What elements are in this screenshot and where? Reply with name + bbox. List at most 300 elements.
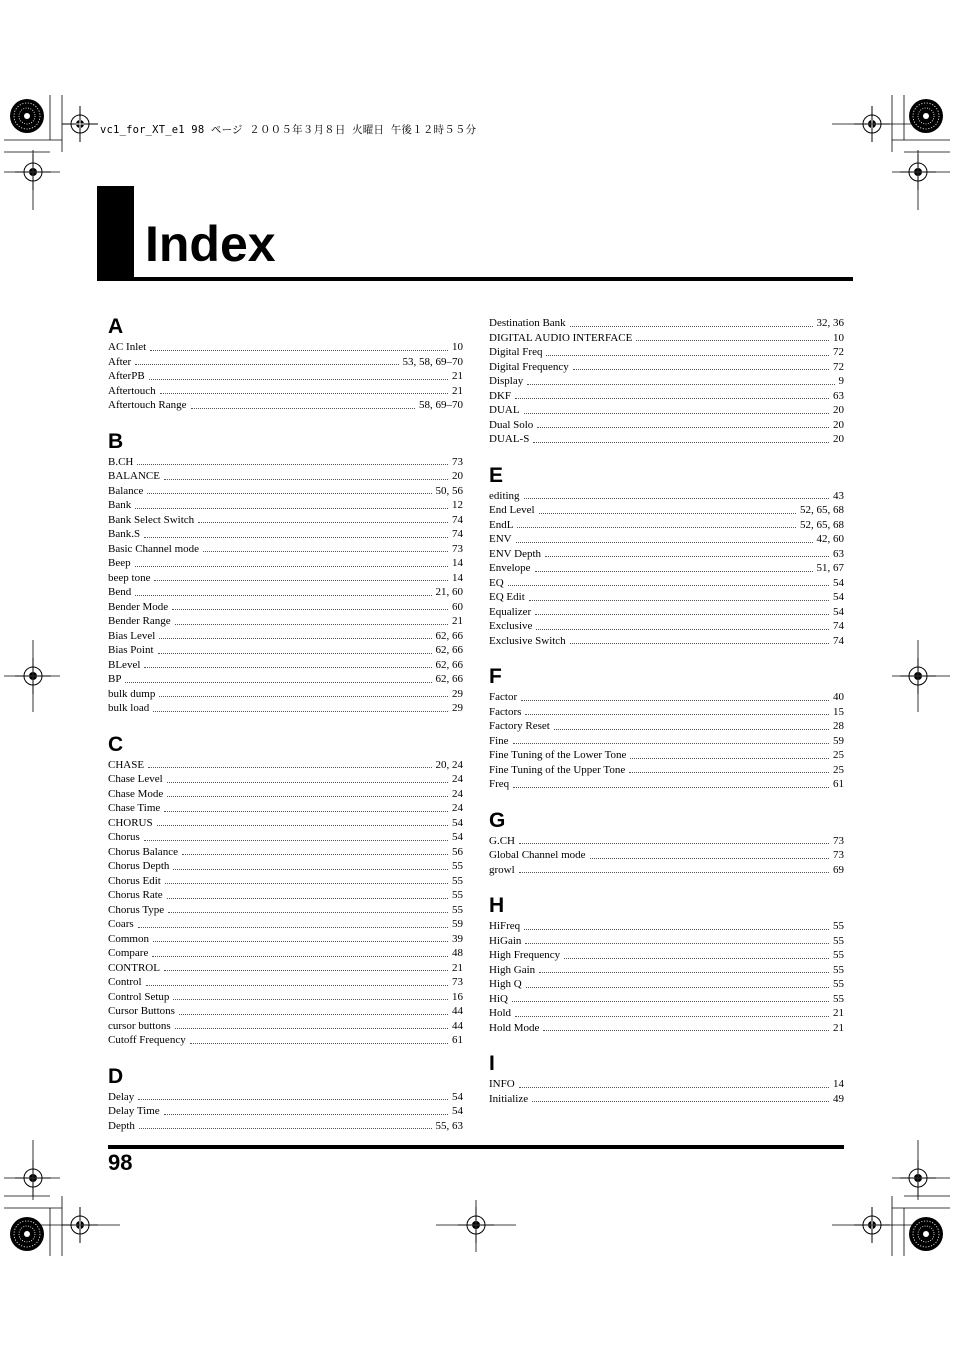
index-page-refs: 21, 60 — [435, 586, 463, 598]
index-term: editing — [489, 489, 520, 502]
index-entry — [108, 571, 463, 586]
index-entry — [489, 1021, 844, 1036]
index-entry — [489, 316, 844, 331]
index-page-refs: 63 — [833, 389, 844, 402]
index-page-refs: 20 — [833, 404, 844, 416]
dot-leader — [519, 1087, 829, 1088]
index-page-refs: 55 — [833, 934, 844, 947]
index-term: Fine — [489, 734, 509, 747]
index-entry — [108, 1090, 463, 1105]
index-page-refs: 54 — [452, 816, 463, 829]
dot-leader — [629, 772, 829, 773]
dot-leader — [135, 566, 448, 567]
index-page-refs: 72 — [833, 360, 844, 373]
index-page-refs: 44 — [452, 1019, 463, 1032]
index-page-refs: 59 — [833, 734, 844, 747]
index-term: Chase Level — [108, 773, 163, 785]
dot-leader — [570, 326, 813, 327]
index-term: Digital Freq — [489, 346, 543, 358]
dot-leader — [182, 854, 448, 855]
index-column-right — [489, 316, 844, 1106]
index-entry — [108, 758, 463, 773]
dot-leader — [536, 629, 829, 630]
index-entry — [489, 532, 844, 547]
index-entry — [489, 1006, 844, 1021]
dot-leader — [564, 958, 829, 959]
dot-leader — [158, 653, 432, 654]
index-term: BLevel — [108, 658, 141, 671]
index-term: growl — [489, 863, 515, 876]
dot-leader — [532, 1101, 829, 1102]
index-entry — [108, 398, 463, 413]
index-page-refs: 60 — [452, 600, 463, 613]
dot-leader — [517, 527, 796, 528]
dot-leader — [539, 513, 796, 514]
index-term: CHASE — [108, 758, 145, 771]
index-page-refs: 10 — [833, 331, 844, 344]
dot-leader — [179, 1014, 448, 1015]
index-term: Aftertouch Range — [108, 399, 187, 411]
index-term: Basic Channel mode — [108, 542, 200, 555]
index-entry — [108, 787, 463, 802]
index-entry — [489, 561, 844, 576]
index-term: CHORUS — [108, 816, 153, 829]
index-term: Control — [108, 976, 142, 988]
index-entry — [489, 360, 844, 375]
index-entry — [108, 658, 463, 673]
dot-leader — [164, 479, 448, 480]
index-term: CONTROL — [108, 961, 160, 974]
index-page-refs: 74 — [452, 528, 463, 540]
index-entry — [108, 600, 463, 615]
index-page-refs: 55 — [452, 889, 463, 901]
dot-leader — [537, 427, 829, 428]
index-entry — [489, 1092, 844, 1107]
footer-rule — [108, 1145, 844, 1149]
index-term: Depth — [108, 1119, 135, 1132]
index-entry — [489, 590, 844, 605]
index-term: Control Setup — [108, 990, 170, 1003]
index-page-refs: 14 — [452, 557, 463, 569]
index-term: Cursor Buttons — [108, 1005, 175, 1017]
dot-leader — [153, 711, 448, 712]
index-column-left — [108, 314, 463, 1133]
print-header: vc1_for_XT_e1 98 ページ ２００５年３月８日 火曜日 午後１２時５５分 — [100, 124, 477, 136]
index-term: DUAL-S — [489, 433, 530, 445]
dot-leader — [147, 493, 431, 494]
index-page-refs: 40 — [833, 691, 844, 703]
index-entry — [489, 576, 844, 591]
index-page-refs: 24 — [452, 787, 463, 800]
index-entry — [489, 919, 844, 934]
index-term: AfterPB — [108, 370, 145, 382]
dot-leader — [515, 1016, 829, 1017]
index-term: Delay Time — [108, 1105, 160, 1117]
dot-leader — [524, 929, 829, 930]
index-term: Chorus Balance — [108, 845, 178, 858]
index-page-refs: 52, 65, 68 — [800, 518, 844, 531]
index-page-refs: 20 — [833, 433, 844, 445]
index-entry — [489, 763, 844, 778]
index-term: ENV — [489, 533, 512, 545]
index-page-refs: 21 — [452, 384, 463, 397]
index-letter-heading: D — [108, 1064, 124, 1088]
index-term: Fine Tuning of the Upper Tone — [489, 763, 626, 776]
index-page-refs: 73 — [833, 849, 844, 861]
index-entry — [108, 643, 463, 658]
index-term: Bank — [108, 499, 132, 511]
index-page-refs: 15 — [833, 705, 844, 718]
index-term: Bank.S — [108, 528, 141, 540]
index-page-refs: 54 — [833, 576, 844, 589]
index-entry — [108, 355, 463, 370]
index-letter-heading: I — [489, 1052, 495, 1075]
index-entry — [489, 1077, 844, 1092]
index-term: Chorus Edit — [108, 874, 161, 887]
index-page-refs: 62, 66 — [435, 629, 463, 642]
index-letter-heading: E — [489, 463, 504, 487]
index-entry — [489, 834, 844, 849]
dot-leader — [521, 700, 829, 701]
index-entry — [108, 961, 463, 976]
index-entry — [108, 455, 463, 470]
index-term: ENV Depth — [489, 547, 542, 560]
index-page-refs: 55 — [833, 992, 844, 1005]
index-term: Bias Level — [108, 629, 156, 642]
dot-leader — [175, 1028, 448, 1029]
index-entry — [489, 345, 844, 360]
index-page-refs: 20 — [452, 470, 463, 482]
index-page-refs: 56 — [452, 845, 463, 858]
index-page-refs: 61 — [833, 778, 844, 790]
index-entry — [108, 874, 463, 889]
index-term: DIGITAL AUDIO INTERFACE — [489, 331, 633, 344]
index-entry — [108, 990, 463, 1005]
dot-leader — [172, 609, 448, 610]
index-page-refs: 52, 65, 68 — [800, 504, 844, 516]
dot-leader — [513, 743, 829, 744]
index-term: Dual Solo — [489, 418, 534, 431]
index-entry — [489, 605, 844, 620]
index-term: bulk dump — [108, 687, 156, 700]
dot-leader — [150, 350, 448, 351]
index-term: BP — [108, 673, 122, 685]
index-term: Hold — [489, 1007, 511, 1019]
index-entry — [108, 484, 463, 499]
index-term: Bias Point — [108, 644, 154, 656]
index-page-refs: 29 — [452, 687, 463, 700]
index-term: Factors — [489, 705, 522, 718]
index-page-refs: 21 — [833, 1007, 844, 1019]
index-entry — [108, 1119, 463, 1134]
index-page-refs: 14 — [833, 1078, 844, 1090]
index-term: End Level — [489, 504, 535, 516]
index-term: Global Channel mode — [489, 849, 586, 861]
index-entry — [108, 830, 463, 845]
index-entry — [108, 687, 463, 702]
dot-leader — [144, 537, 448, 538]
index-page-refs: 21 — [452, 370, 463, 382]
index-entry — [108, 932, 463, 947]
index-entry — [489, 503, 844, 518]
dot-leader — [144, 840, 448, 841]
dot-leader — [135, 595, 431, 596]
index-page-refs: 73 — [833, 834, 844, 847]
dot-leader — [164, 1114, 448, 1115]
index-page-refs: 73 — [452, 542, 463, 555]
dot-leader — [527, 384, 834, 385]
dot-leader — [533, 442, 829, 443]
index-page-refs: 61 — [452, 1034, 463, 1046]
index-entry — [489, 719, 844, 734]
index-term: HiFreq — [489, 920, 521, 932]
index-term: Exclusive Switch — [489, 634, 566, 647]
dot-leader — [175, 624, 448, 625]
index-entry — [108, 513, 463, 528]
index-term: After — [108, 355, 132, 368]
index-term: Destination Bank — [489, 317, 566, 329]
index-entry — [489, 705, 844, 720]
index-page-refs: 9 — [838, 375, 844, 387]
index-term: High Q — [489, 978, 522, 990]
dot-leader — [512, 1001, 829, 1002]
index-entry — [489, 389, 844, 404]
dot-leader — [157, 825, 448, 826]
index-term: Envelope — [489, 562, 531, 574]
dot-leader — [546, 355, 829, 356]
index-entry — [108, 672, 463, 687]
index-term: Chorus — [108, 831, 140, 843]
index-entry — [108, 1033, 463, 1048]
index-page-refs: 62, 66 — [435, 644, 463, 656]
index-entry — [108, 772, 463, 787]
index-term: Chase Mode — [108, 787, 164, 800]
index-entry — [108, 917, 463, 932]
dot-leader — [164, 970, 448, 971]
index-entry — [489, 863, 844, 878]
index-entry — [108, 1004, 463, 1019]
index-entry — [108, 527, 463, 542]
index-entry — [489, 418, 844, 433]
index-entry — [489, 934, 844, 949]
index-page-refs: 55 — [833, 949, 844, 961]
index-term: EQ — [489, 576, 504, 589]
index-entry — [108, 629, 463, 644]
index-entry — [108, 585, 463, 600]
index-page-refs: 72 — [833, 346, 844, 358]
index-entry — [489, 690, 844, 705]
index-page-refs: 59 — [452, 918, 463, 930]
index-page-refs: 55 — [452, 874, 463, 887]
dot-leader — [148, 767, 431, 768]
dot-leader — [190, 1043, 448, 1044]
index-term: Aftertouch — [108, 384, 156, 397]
dot-leader — [138, 1099, 448, 1100]
index-term: EndL — [489, 518, 514, 531]
index-page-refs: 54 — [452, 831, 463, 843]
index-page-refs: 44 — [452, 1005, 463, 1017]
dot-leader — [146, 985, 448, 986]
index-entry — [489, 848, 844, 863]
dot-leader — [135, 364, 398, 365]
index-term: DKF — [489, 389, 512, 402]
index-letter-heading: G — [489, 808, 506, 832]
index-page-refs: 39 — [452, 932, 463, 945]
dot-leader — [636, 340, 829, 341]
title-block — [97, 186, 134, 280]
index-term: Hold Mode — [489, 1021, 540, 1034]
index-term: AC Inlet — [108, 341, 147, 353]
index-entry — [108, 888, 463, 903]
index-entry — [108, 1019, 463, 1034]
dot-leader — [144, 667, 431, 668]
dot-leader — [198, 522, 448, 523]
dot-leader — [573, 369, 829, 370]
index-page-refs: 55, 63 — [435, 1119, 463, 1132]
dot-leader — [167, 782, 448, 783]
index-entry — [108, 614, 463, 629]
index-page-refs: 69 — [833, 863, 844, 876]
dot-leader — [590, 858, 829, 859]
index-page-refs: 62, 66 — [435, 658, 463, 671]
dot-leader — [545, 556, 829, 557]
index-page-refs: 54 — [833, 605, 844, 618]
index-term: HiQ — [489, 992, 508, 1005]
dot-leader — [168, 912, 448, 913]
index-entry — [108, 816, 463, 831]
index-page-refs: 54 — [452, 1105, 463, 1117]
index-entry — [489, 518, 844, 533]
index-page-refs: 21 — [452, 961, 463, 974]
index-page-refs: 32, 36 — [816, 317, 844, 329]
index-term: bulk load — [108, 702, 150, 714]
index-term: Chorus Depth — [108, 860, 170, 872]
index-page-refs: 10 — [452, 341, 463, 353]
dot-leader — [524, 413, 829, 414]
index-page-refs: 25 — [833, 763, 844, 776]
index-page-refs: 55 — [452, 903, 463, 916]
index-term: Balance — [108, 484, 144, 497]
index-entry — [489, 331, 844, 346]
index-page-refs: 16 — [452, 990, 463, 1003]
title-rule — [97, 277, 853, 281]
dot-leader — [149, 379, 448, 380]
dot-leader — [203, 551, 448, 552]
index-term: Exclusive — [489, 620, 533, 632]
index-page-refs: 20, 24 — [435, 758, 463, 771]
index-entry — [489, 748, 844, 763]
index-entry — [489, 489, 844, 504]
index-term: G.CH — [489, 834, 515, 847]
index-term: DUAL — [489, 404, 520, 416]
index-letter-heading: C — [108, 732, 124, 756]
dot-leader — [135, 508, 448, 509]
index-entry — [108, 701, 463, 716]
dot-leader — [519, 843, 829, 844]
index-page-refs: 14 — [452, 571, 463, 584]
index-page-refs: 73 — [452, 455, 463, 468]
index-page-refs: 21 — [833, 1021, 844, 1034]
index-entry — [108, 1104, 463, 1119]
dot-leader — [159, 696, 448, 697]
index-page-refs: 55 — [452, 860, 463, 872]
index-page-refs: 24 — [452, 802, 463, 814]
index-term: Display — [489, 375, 524, 387]
dot-leader — [630, 758, 829, 759]
index-entry — [108, 903, 463, 918]
index-term: Chorus Rate — [108, 889, 163, 901]
index-page-refs: 55 — [833, 920, 844, 932]
index-page-refs: 74 — [833, 634, 844, 647]
index-term: Cutoff Frequency — [108, 1034, 186, 1046]
index-letter-heading: A — [108, 315, 124, 338]
dot-leader — [173, 869, 448, 870]
index-term: Initialize — [489, 1092, 529, 1105]
dot-leader — [513, 787, 829, 788]
index-entry — [108, 801, 463, 816]
page-number: 98 — [108, 1150, 133, 1175]
dot-leader — [515, 398, 829, 399]
index-entry — [108, 369, 463, 384]
index-term: Bank Select Switch — [108, 513, 195, 526]
index-entry — [108, 859, 463, 874]
index-entry — [489, 992, 844, 1007]
page-title: Index — [145, 216, 276, 272]
index-entry — [489, 977, 844, 992]
index-term: INFO — [489, 1078, 515, 1090]
dot-leader — [535, 614, 829, 615]
dot-leader — [137, 464, 448, 465]
index-page-refs: 58, 69–70 — [419, 399, 463, 411]
index-term: Bend — [108, 586, 132, 598]
dot-leader — [570, 643, 829, 644]
index-entry — [489, 963, 844, 978]
dot-leader — [543, 1030, 829, 1031]
index-term: cursor buttons — [108, 1019, 171, 1032]
dot-leader — [516, 542, 813, 543]
index-letter-heading: B — [108, 429, 124, 453]
dot-leader — [138, 927, 448, 928]
index-term: Compare — [108, 947, 149, 959]
index-entry — [489, 374, 844, 389]
index-term: Bender Range — [108, 615, 171, 627]
index-page-refs: 74 — [833, 620, 844, 632]
dot-leader — [191, 408, 416, 409]
index-page-refs: 28 — [833, 720, 844, 732]
index-entry — [108, 384, 463, 399]
dot-leader — [519, 872, 829, 873]
dot-leader — [539, 972, 829, 973]
dot-leader — [173, 999, 448, 1000]
index-term: BALANCE — [108, 470, 160, 482]
index-page-refs: 53, 58, 69–70 — [402, 355, 463, 368]
index-entry — [489, 777, 844, 792]
index-term: beep tone — [108, 571, 151, 584]
index-term: HiGain — [489, 934, 522, 947]
index-page-refs: 29 — [452, 702, 463, 714]
index-entry — [108, 556, 463, 571]
dot-leader — [165, 883, 448, 884]
index-entry — [108, 340, 463, 355]
index-entry — [108, 498, 463, 513]
dot-leader — [554, 729, 829, 730]
index-page-refs: 25 — [833, 749, 844, 761]
index-entry — [489, 619, 844, 634]
index-entry — [489, 547, 844, 562]
dot-leader — [167, 796, 448, 797]
index-page-refs: 54 — [452, 1090, 463, 1103]
dot-leader — [160, 393, 448, 394]
